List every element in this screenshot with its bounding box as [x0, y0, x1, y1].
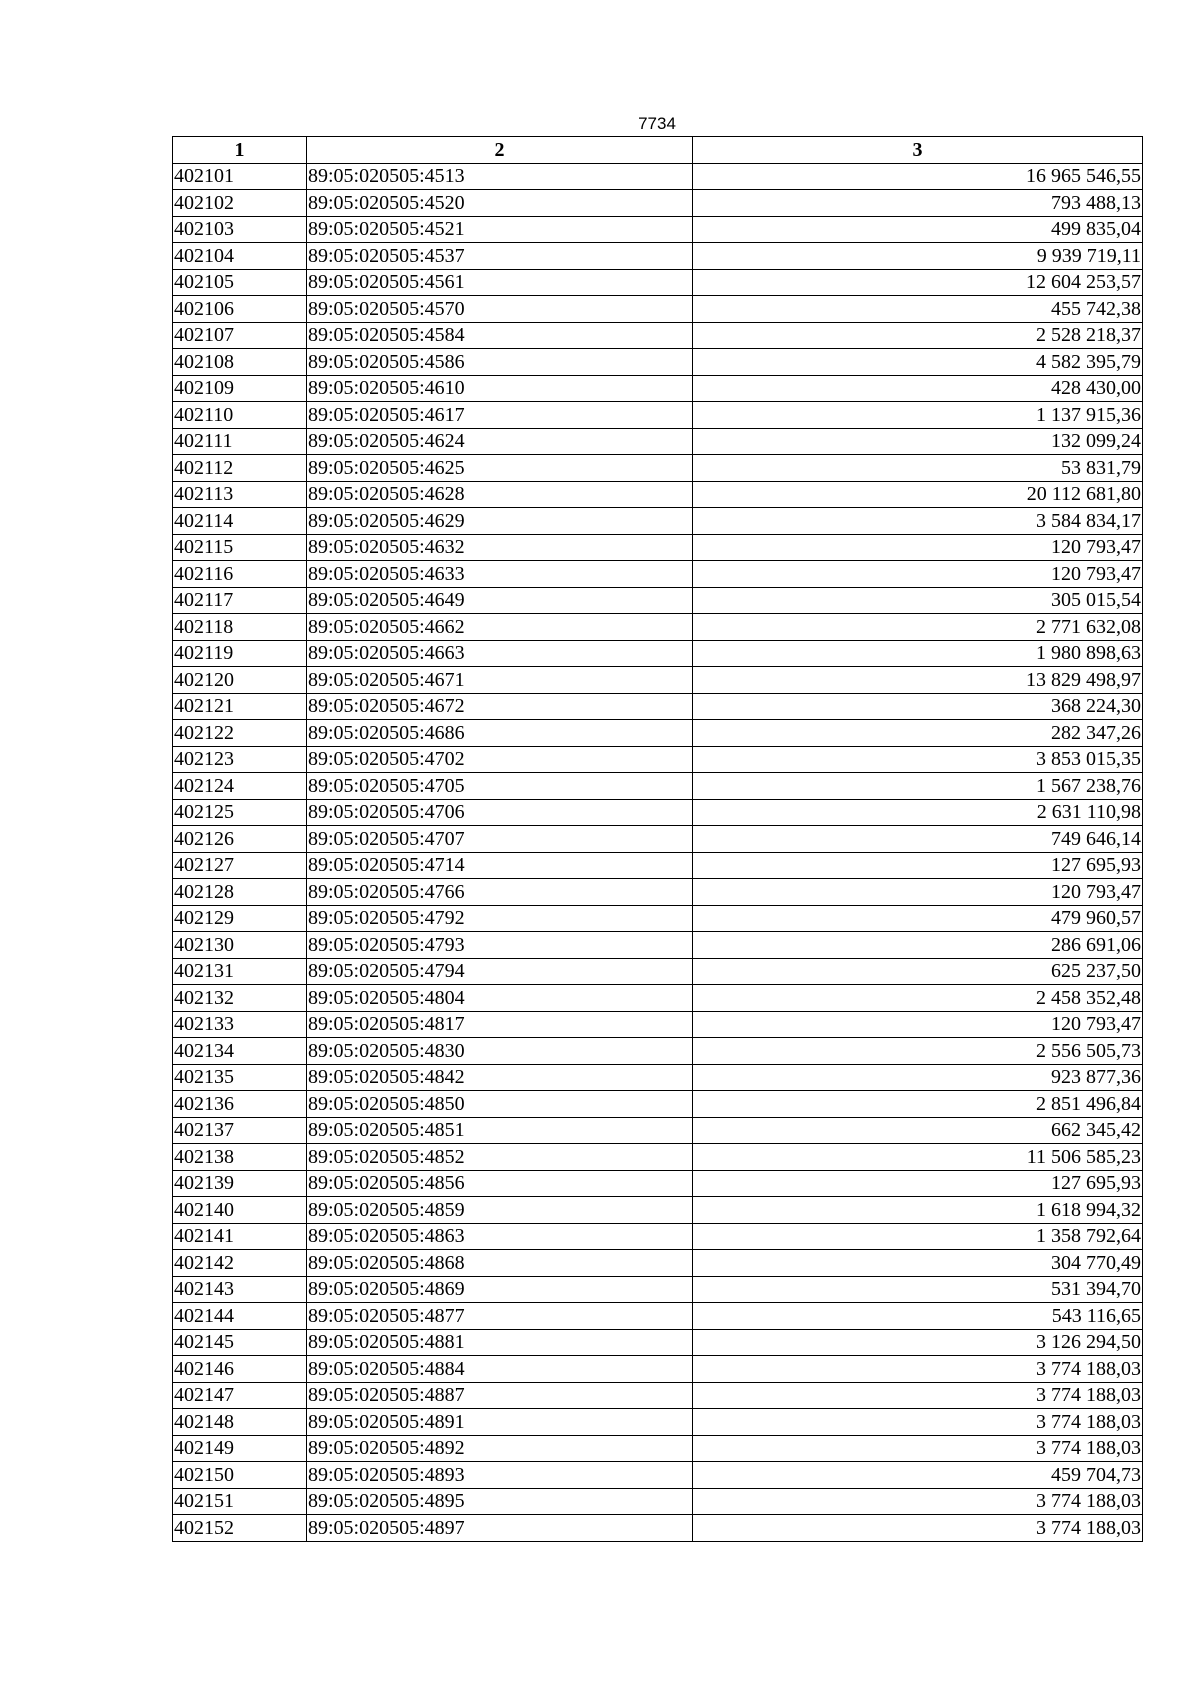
cadastral-number-cell: 89:05:020505:4521: [307, 216, 693, 243]
cadastral-number-cell: 89:05:020505:4895: [307, 1488, 693, 1515]
row-number-cell: 402120: [173, 667, 307, 694]
cadastral-value-cell: 459 704,73: [693, 1462, 1143, 1489]
cadastral-value-cell: 120 793,47: [693, 561, 1143, 588]
row-number-cell: 402123: [173, 746, 307, 773]
table-row: [173, 1382, 1143, 1409]
table-row: [173, 1038, 1143, 1065]
cadastral-value-cell: 662 345,42: [693, 1117, 1143, 1144]
row-number-cell: 402134: [173, 1038, 307, 1065]
cadastral-value-cell: 2 771 632,08: [693, 614, 1143, 641]
row-number-cell: 402129: [173, 905, 307, 932]
row-number-cell: 402113: [173, 481, 307, 508]
cadastral-number-cell: 89:05:020505:4859: [307, 1197, 693, 1224]
row-number-cell: 402116: [173, 561, 307, 588]
cadastral-value-cell: 625 237,50: [693, 958, 1143, 985]
table-row: [173, 534, 1143, 561]
cadastral-value-cell: 3 126 294,50: [693, 1329, 1143, 1356]
row-number-cell: 402102: [173, 190, 307, 217]
cadastral-number-cell: 89:05:020505:4686: [307, 720, 693, 747]
column-header-2: 2: [307, 137, 693, 164]
row-number-cell: 402126: [173, 826, 307, 853]
table-row: [173, 1064, 1143, 1091]
table-row: [173, 375, 1143, 402]
row-number-cell: 402130: [173, 932, 307, 959]
cadastral-value-cell: 1 618 994,32: [693, 1197, 1143, 1224]
cadastral-value-cell: 20 112 681,80: [693, 481, 1143, 508]
cadastral-value-cell: 499 835,04: [693, 216, 1143, 243]
cadastral-number-cell: 89:05:020505:4842: [307, 1064, 693, 1091]
cadastral-number-cell: 89:05:020505:4624: [307, 428, 693, 455]
cadastral-number-cell: 89:05:020505:4714: [307, 852, 693, 879]
cadastral-number-cell: 89:05:020505:4662: [307, 614, 693, 641]
column-header-1: 1: [173, 137, 307, 164]
cadastral-value-cell: 120 793,47: [693, 1011, 1143, 1038]
cadastral-value-cell: 1 358 792,64: [693, 1223, 1143, 1250]
cadastral-number-cell: 89:05:020505:4561: [307, 269, 693, 296]
cadastral-value-cell: 4 582 395,79: [693, 349, 1143, 376]
row-number-cell: 402108: [173, 349, 307, 376]
cadastral-number-cell: 89:05:020505:4868: [307, 1250, 693, 1277]
cadastral-number-cell: 89:05:020505:4794: [307, 958, 693, 985]
table-body: [173, 163, 1143, 1541]
row-number-cell: 402145: [173, 1329, 307, 1356]
table-row: [173, 1197, 1143, 1224]
row-number-cell: 402131: [173, 958, 307, 985]
row-number-cell: 402106: [173, 296, 307, 323]
cadastral-value-cell: 749 646,14: [693, 826, 1143, 853]
row-number-cell: 402128: [173, 879, 307, 906]
cadastral-number-cell: 89:05:020505:4869: [307, 1276, 693, 1303]
cadastral-value-cell: 3 774 188,03: [693, 1409, 1143, 1436]
header-row: [173, 137, 1143, 164]
row-number-cell: 402122: [173, 720, 307, 747]
cadastral-value-cell: 1 567 238,76: [693, 773, 1143, 800]
table-header: [173, 137, 1143, 164]
cadastral-value-cell: 127 695,93: [693, 1170, 1143, 1197]
table-row: [173, 693, 1143, 720]
table-row: [173, 958, 1143, 985]
cadastral-value-cell: 3 774 188,03: [693, 1515, 1143, 1542]
cadastral-number-cell: 89:05:020505:4793: [307, 932, 693, 959]
row-number-cell: 402149: [173, 1435, 307, 1462]
cadastral-number-cell: 89:05:020505:4851: [307, 1117, 693, 1144]
table-row: [173, 905, 1143, 932]
cadastral-number-cell: 89:05:020505:4537: [307, 243, 693, 270]
table-row: [173, 1223, 1143, 1250]
cadastral-number-cell: 89:05:020505:4792: [307, 905, 693, 932]
cadastral-number-cell: 89:05:020505:4852: [307, 1144, 693, 1171]
cadastral-value-cell: 2 458 352,48: [693, 985, 1143, 1012]
cadastral-value-cell: 2 528 218,37: [693, 322, 1143, 349]
table-row: [173, 1276, 1143, 1303]
cadastral-value-cell: 3 584 834,17: [693, 508, 1143, 535]
cadastral-value-cell: 923 877,36: [693, 1064, 1143, 1091]
cadastral-value-cell: 1 137 915,36: [693, 402, 1143, 429]
cadastral-number-cell: 89:05:020505:4513: [307, 163, 693, 190]
cadastral-number-cell: 89:05:020505:4884: [307, 1356, 693, 1383]
cadastral-value-cell: 304 770,49: [693, 1250, 1143, 1277]
row-number-cell: 402148: [173, 1409, 307, 1436]
cadastral-number-cell: 89:05:020505:4877: [307, 1303, 693, 1330]
cadastral-value-table: [172, 136, 1143, 1542]
cadastral-value-cell: 3 774 188,03: [693, 1488, 1143, 1515]
table-row: [173, 799, 1143, 826]
table-row: [173, 773, 1143, 800]
table-row: [173, 587, 1143, 614]
table-row: [173, 1329, 1143, 1356]
table-row: [173, 1303, 1143, 1330]
table-row: [173, 1250, 1143, 1277]
cadastral-number-cell: 89:05:020505:4672: [307, 693, 693, 720]
row-number-cell: 402143: [173, 1276, 307, 1303]
row-number-cell: 402105: [173, 269, 307, 296]
table-row: [173, 932, 1143, 959]
column-header-3: 3: [693, 137, 1143, 164]
row-number-cell: 402135: [173, 1064, 307, 1091]
table-row: [173, 640, 1143, 667]
table-row: [173, 667, 1143, 694]
table-row: [173, 985, 1143, 1012]
row-number-cell: 402101: [173, 163, 307, 190]
cadastral-number-cell: 89:05:020505:4520: [307, 190, 693, 217]
cadastral-value-cell: 793 488,13: [693, 190, 1143, 217]
row-number-cell: 402140: [173, 1197, 307, 1224]
cadastral-number-cell: 89:05:020505:4671: [307, 667, 693, 694]
cadastral-value-cell: 286 691,06: [693, 932, 1143, 959]
cadastral-number-cell: 89:05:020505:4897: [307, 1515, 693, 1542]
cadastral-number-cell: 89:05:020505:4628: [307, 481, 693, 508]
row-number-cell: 402114: [173, 508, 307, 535]
cadastral-value-cell: 9 939 719,11: [693, 243, 1143, 270]
cadastral-number-cell: 89:05:020505:4804: [307, 985, 693, 1012]
row-number-cell: 402150: [173, 1462, 307, 1489]
row-number-cell: 402146: [173, 1356, 307, 1383]
cadastral-number-cell: 89:05:020505:4850: [307, 1091, 693, 1118]
row-number-cell: 402125: [173, 799, 307, 826]
table-row: [173, 1144, 1143, 1171]
row-number-cell: 402115: [173, 534, 307, 561]
cadastral-number-cell: 89:05:020505:4632: [307, 534, 693, 561]
row-number-cell: 402142: [173, 1250, 307, 1277]
cadastral-number-cell: 89:05:020505:4705: [307, 773, 693, 800]
cadastral-number-cell: 89:05:020505:4881: [307, 1329, 693, 1356]
row-number-cell: 402119: [173, 640, 307, 667]
table-row: [173, 1488, 1143, 1515]
cadastral-number-cell: 89:05:020505:4887: [307, 1382, 693, 1409]
row-number-cell: 402132: [173, 985, 307, 1012]
cadastral-value-cell: 479 960,57: [693, 905, 1143, 932]
table-row: [173, 1011, 1143, 1038]
table-row: [173, 455, 1143, 482]
cadastral-number-cell: 89:05:020505:4649: [307, 587, 693, 614]
row-number-cell: 402107: [173, 322, 307, 349]
table-row: [173, 349, 1143, 376]
table-row: [173, 163, 1143, 190]
cadastral-number-cell: 89:05:020505:4586: [307, 349, 693, 376]
table-row: [173, 1435, 1143, 1462]
row-number-cell: 402138: [173, 1144, 307, 1171]
row-number-cell: 402152: [173, 1515, 307, 1542]
cadastral-number-cell: 89:05:020505:4570: [307, 296, 693, 323]
row-number-cell: 402109: [173, 375, 307, 402]
cadastral-value-cell: 531 394,70: [693, 1276, 1143, 1303]
cadastral-number-cell: 89:05:020505:4633: [307, 561, 693, 588]
row-number-cell: 402104: [173, 243, 307, 270]
table-row: [173, 269, 1143, 296]
cadastral-value-cell: 2 631 110,98: [693, 799, 1143, 826]
table-row: [173, 481, 1143, 508]
table-row: [173, 402, 1143, 429]
cadastral-value-cell: 3 774 188,03: [693, 1435, 1143, 1462]
row-number-cell: 402111: [173, 428, 307, 455]
table-row: [173, 746, 1143, 773]
row-number-cell: 402133: [173, 1011, 307, 1038]
cadastral-value-cell: 127 695,93: [693, 852, 1143, 879]
table-row: [173, 1170, 1143, 1197]
cadastral-number-cell: 89:05:020505:4610: [307, 375, 693, 402]
row-number-cell: 402124: [173, 773, 307, 800]
cadastral-value-cell: 2 556 505,73: [693, 1038, 1143, 1065]
row-number-cell: 402141: [173, 1223, 307, 1250]
row-number-cell: 402151: [173, 1488, 307, 1515]
cadastral-value-cell: 3 853 015,35: [693, 746, 1143, 773]
row-number-cell: 402117: [173, 587, 307, 614]
cadastral-value-cell: 2 851 496,84: [693, 1091, 1143, 1118]
row-number-cell: 402139: [173, 1170, 307, 1197]
cadastral-number-cell: 89:05:020505:4702: [307, 746, 693, 773]
cadastral-number-cell: 89:05:020505:4584: [307, 322, 693, 349]
cadastral-number-cell: 89:05:020505:4706: [307, 799, 693, 826]
cadastral-number-cell: 89:05:020505:4863: [307, 1223, 693, 1250]
row-number-cell: 402136: [173, 1091, 307, 1118]
table-row: [173, 852, 1143, 879]
cadastral-number-cell: 89:05:020505:4817: [307, 1011, 693, 1038]
table-row: [173, 1356, 1143, 1383]
table-row: [173, 720, 1143, 747]
table-row: [173, 322, 1143, 349]
table-row: [173, 1515, 1143, 1542]
cadastral-number-cell: 89:05:020505:4707: [307, 826, 693, 853]
row-number-cell: 402137: [173, 1117, 307, 1144]
cadastral-number-cell: 89:05:020505:4663: [307, 640, 693, 667]
table-row: [173, 190, 1143, 217]
table-row: [173, 216, 1143, 243]
cadastral-number-cell: 89:05:020505:4830: [307, 1038, 693, 1065]
row-number-cell: 402127: [173, 852, 307, 879]
table-row: [173, 561, 1143, 588]
cadastral-number-cell: 89:05:020505:4617: [307, 402, 693, 429]
cadastral-number-cell: 89:05:020505:4625: [307, 455, 693, 482]
cadastral-value-cell: 13 829 498,97: [693, 667, 1143, 694]
table-row: [173, 1117, 1143, 1144]
cadastral-value-cell: 282 347,26: [693, 720, 1143, 747]
table-row: [173, 1409, 1143, 1436]
row-number-cell: 402144: [173, 1303, 307, 1330]
table-row: [173, 243, 1143, 270]
row-number-cell: 402118: [173, 614, 307, 641]
cadastral-value-cell: 3 774 188,03: [693, 1356, 1143, 1383]
row-number-cell: 402110: [173, 402, 307, 429]
cadastral-value-cell: 1 980 898,63: [693, 640, 1143, 667]
cadastral-number-cell: 89:05:020505:4892: [307, 1435, 693, 1462]
table-row: [173, 614, 1143, 641]
cadastral-value-cell: 11 506 585,23: [693, 1144, 1143, 1171]
page-number: 7734: [638, 114, 676, 133]
table-row: [173, 879, 1143, 906]
cadastral-value-cell: 543 116,65: [693, 1303, 1143, 1330]
cadastral-number-cell: 89:05:020505:4891: [307, 1409, 693, 1436]
row-number-cell: 402147: [173, 1382, 307, 1409]
row-number-cell: 402121: [173, 693, 307, 720]
cadastral-number-cell: 89:05:020505:4893: [307, 1462, 693, 1489]
cadastral-value-cell: 120 793,47: [693, 879, 1143, 906]
cadastral-value-cell: 16 965 546,55: [693, 163, 1143, 190]
table-row: [173, 508, 1143, 535]
cadastral-value-cell: 120 793,47: [693, 534, 1143, 561]
cadastral-value-cell: 455 742,38: [693, 296, 1143, 323]
cadastral-value-cell: 132 099,24: [693, 428, 1143, 455]
cadastral-number-cell: 89:05:020505:4856: [307, 1170, 693, 1197]
row-number-cell: 402112: [173, 455, 307, 482]
cadastral-number-cell: 89:05:020505:4629: [307, 508, 693, 535]
table-row: [173, 1091, 1143, 1118]
cadastral-value-cell: 53 831,79: [693, 455, 1143, 482]
table-row: [173, 296, 1143, 323]
table-row: [173, 1462, 1143, 1489]
cadastral-value-cell: 305 015,54: [693, 587, 1143, 614]
cadastral-value-cell: 3 774 188,03: [693, 1382, 1143, 1409]
cadastral-number-cell: 89:05:020505:4766: [307, 879, 693, 906]
cadastral-value-cell: 12 604 253,57: [693, 269, 1143, 296]
row-number-cell: 402103: [173, 216, 307, 243]
table-row: [173, 826, 1143, 853]
cadastral-value-cell: 428 430,00: [693, 375, 1143, 402]
table-row: [173, 428, 1143, 455]
cadastral-value-cell: 368 224,30: [693, 693, 1143, 720]
